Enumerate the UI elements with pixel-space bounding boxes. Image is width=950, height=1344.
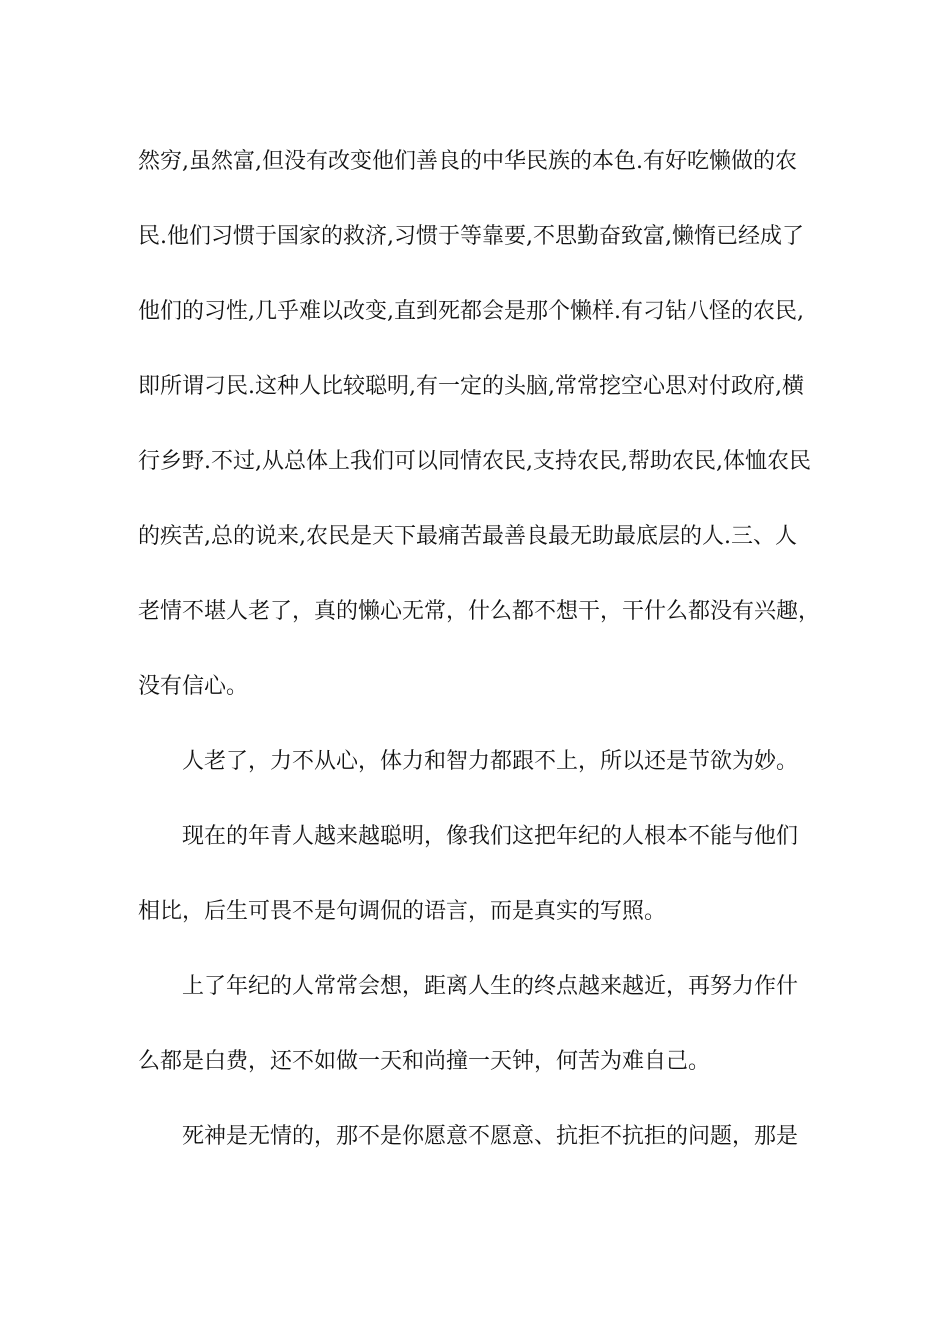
text-line: 行乡野.不过,从总体上我们可以同情农民,支持农民,帮助农民,体恤农民 [138, 449, 811, 474]
text-line: 即所谓刁民.这种人比较聪明,有一定的头脑,常常挖空心思对付政府,横 [138, 374, 804, 399]
text-line: 相比，后生可畏不是句调侃的语言，而是真实的写照。 [138, 899, 667, 924]
paragraph-first-line: 死神是无情的，那不是你愿意不愿意、抗拒不抗拒的问题，那是 [182, 1124, 799, 1149]
text-line: 么都是白费，还不如做一天和尚撞一天钟，何苦为难自己。 [138, 1049, 711, 1074]
text-line: 然穷,虽然富,但没有改变他们善良的中华民族的本色.有好吃懒做的农 [138, 149, 797, 174]
text-line: 民.他们习惯于国家的救济,习惯于等靠要,不思勤奋致富,懒惰已经成了 [138, 224, 804, 249]
text-line: 老情不堪人老了，真的懒心无常，什么都不想干，干什么都没有兴趣， [138, 599, 821, 624]
text-line: 没有信心。 [138, 674, 249, 699]
paragraph-first-line: 上了年纪的人常常会想，距离人生的终点越来越近，再努力作什 [182, 974, 799, 999]
paragraph-first-line: 现在的年青人越来越聪明，像我们这把年纪的人根本不能与他们 [182, 824, 799, 849]
text-line: 的疾苦,总的说来,农民是天下最痛苦最善良最无助最底层的人.三、人 [138, 524, 797, 549]
paragraph-first-line: 人老了，力不从心，体力和智力都跟不上，所以还是节欲为妙。 [182, 749, 799, 774]
text-line: 他们的习性,几乎难以改变,直到死都会是那个懒样.有刁钻八怪的农民, [138, 299, 804, 324]
